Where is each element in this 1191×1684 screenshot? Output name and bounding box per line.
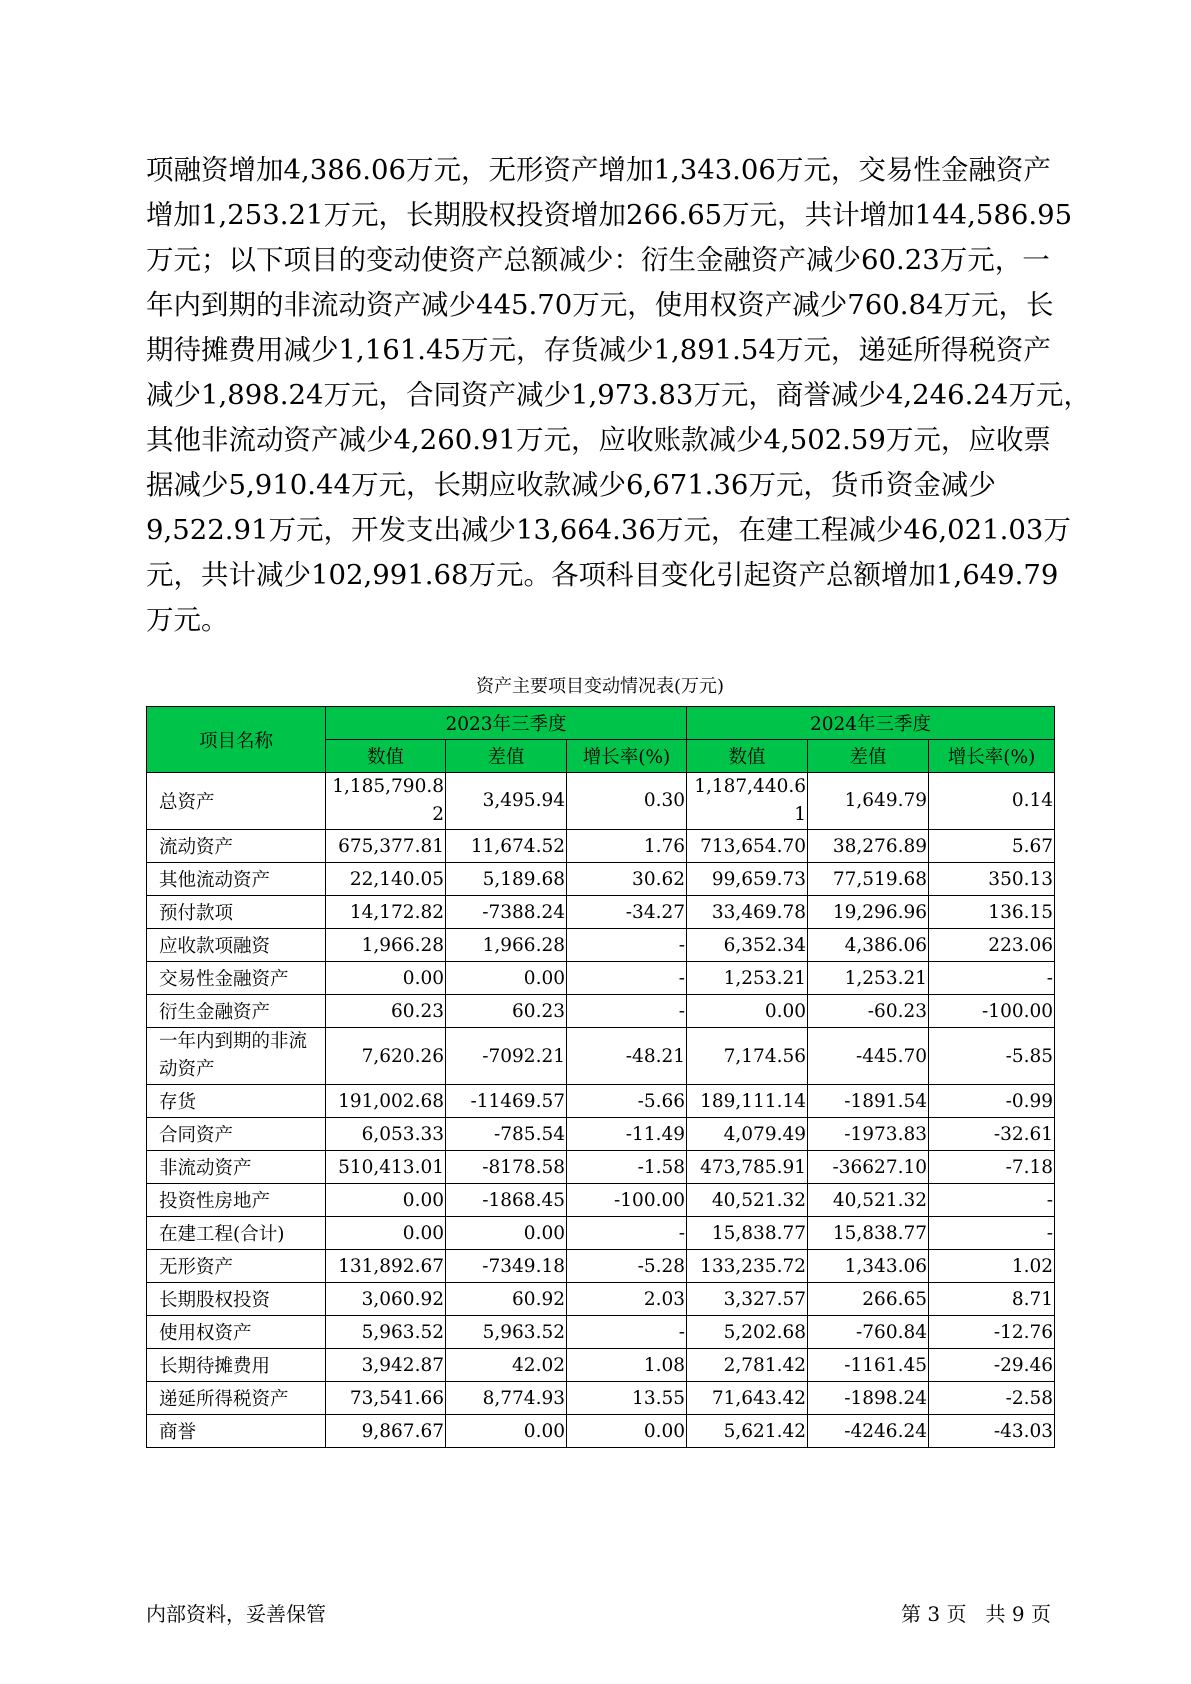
cell-v24: 3,327.57 [687, 1283, 808, 1316]
cell-r24: -5.85 [929, 1028, 1055, 1085]
cell-v24: 7,174.56 [687, 1028, 808, 1085]
cell-d24: -4246.24 [808, 1415, 929, 1448]
row-item-name: 存货 [147, 1085, 326, 1118]
table-row [147, 1151, 1055, 1184]
table-row [147, 1085, 1055, 1118]
cell-v23: 14,172.82 [326, 896, 446, 929]
cell-v23: 191,002.68 [326, 1085, 446, 1118]
table-row [147, 1283, 1055, 1316]
row-item-name: 一年内到期的非流动资产 [147, 1028, 326, 1085]
table-row [147, 1217, 1055, 1250]
cell-v24: 0.00 [687, 995, 808, 1028]
table-row [147, 929, 1055, 962]
cell-r23: - [567, 995, 687, 1028]
cell-v24: 1,187,440.61 [687, 773, 808, 830]
table-row [147, 1118, 1055, 1151]
row-item-name: 无形资产 [147, 1250, 326, 1283]
cell-d23: -7092.21 [446, 1028, 567, 1085]
cell-d23: -8178.58 [446, 1151, 567, 1184]
cell-v24: 5,621.42 [687, 1415, 808, 1448]
cell-d23: 60.23 [446, 995, 567, 1028]
cell-d24: 266.65 [808, 1283, 929, 1316]
cell-v24: 133,235.72 [687, 1250, 808, 1283]
cell-r24: - [929, 1184, 1055, 1217]
paragraph-line: 年内到期的非流动资产减少445.70万元，使用权资产减少760.84万元，长 [146, 289, 1054, 321]
cell-v23: 60.23 [326, 995, 446, 1028]
cell-d24: -60.23 [808, 995, 929, 1028]
cell-d23: -785.54 [446, 1118, 567, 1151]
cell-r23: -48.21 [567, 1028, 687, 1085]
paragraph-line: 万元。 [146, 604, 229, 636]
cell-d23: 8,774.93 [446, 1382, 567, 1415]
paragraph-line: 期待摊费用减少1,161.45万元，存货减少1,891.54万元，递延所得税资产 [146, 334, 1051, 366]
cell-v24: 15,838.77 [687, 1217, 808, 1250]
row-item-name: 应收款项融资 [147, 929, 326, 962]
row-item-name: 在建工程(合计) [147, 1217, 326, 1250]
cell-r24: -32.61 [929, 1118, 1055, 1151]
cell-v23: 73,541.66 [326, 1382, 446, 1415]
row-item-name: 使用权资产 [147, 1316, 326, 1349]
asset-change-table [146, 706, 1055, 1448]
row-item-name: 非流动资产 [147, 1151, 326, 1184]
cell-d24: -36627.10 [808, 1151, 929, 1184]
cell-v24: 1,253.21 [687, 962, 808, 995]
header-period-2024: 2024年三季度 [687, 707, 1055, 740]
cell-r24: 350.13 [929, 863, 1055, 896]
cell-d23: 1,966.28 [446, 929, 567, 962]
row-item-name: 衍生金融资产 [147, 995, 326, 1028]
cell-d24: 19,296.96 [808, 896, 929, 929]
cell-v23: 510,413.01 [326, 1151, 446, 1184]
table-row [147, 1349, 1055, 1382]
header-period-2023: 2023年三季度 [326, 707, 687, 740]
cell-d23: 5,189.68 [446, 863, 567, 896]
paragraph-line: 9,522.91万元，开发支出减少13,664.36万元，在建工程减少46,021.03万 [146, 514, 1071, 546]
table-row [147, 1028, 1055, 1085]
cell-d24: -1973.83 [808, 1118, 929, 1151]
paragraph-line: 减少1,898.24万元，合同资产减少1,973.83万元，商誉减少4,246.24万元， [146, 379, 1091, 411]
cell-d24: -1161.45 [808, 1349, 929, 1382]
cell-d23: 0.00 [446, 962, 567, 995]
cell-d23: 60.92 [446, 1283, 567, 1316]
cell-r24: 5.67 [929, 830, 1055, 863]
cell-r23: 13.55 [567, 1382, 687, 1415]
cell-v23: 1,966.28 [326, 929, 446, 962]
cell-r23: - [567, 1316, 687, 1349]
cell-r24: -2.58 [929, 1382, 1055, 1415]
cell-d23: -11469.57 [446, 1085, 567, 1118]
cell-d24: 15,838.77 [808, 1217, 929, 1250]
table-caption: 资产主要项目变动情况表(万元) [475, 676, 725, 697]
body-paragraph [146, 148, 1091, 643]
cell-v24: 71,643.42 [687, 1382, 808, 1415]
cell-v23: 675,377.81 [326, 830, 446, 863]
cell-r23: -11.49 [567, 1118, 687, 1151]
cell-r23: -34.27 [567, 896, 687, 929]
cell-r24: -29.46 [929, 1349, 1055, 1382]
cell-r23: -1.58 [567, 1151, 687, 1184]
cell-d23: -7388.24 [446, 896, 567, 929]
header-item-name: 项目名称 [147, 707, 326, 773]
cell-d23: -1868.45 [446, 1184, 567, 1217]
cell-r23: 30.62 [567, 863, 687, 896]
cell-r24: - [929, 1217, 1055, 1250]
paragraph-line: 增加1,253.21万元，长期股权投资增加266.65万元，共计增加144,586.95 [146, 199, 1073, 231]
cell-d24: -1891.54 [808, 1085, 929, 1118]
cell-v24: 473,785.91 [687, 1151, 808, 1184]
cell-v23: 9,867.67 [326, 1415, 446, 1448]
cell-r24: -12.76 [929, 1316, 1055, 1349]
row-item-name: 长期待摊费用 [147, 1349, 326, 1382]
cell-d24: 38,276.89 [808, 830, 929, 863]
paragraph-line: 据减少5,910.44万元，长期应收款减少6,671.36万元，货币资金减少 [146, 469, 996, 501]
row-item-name: 总资产 [147, 773, 326, 830]
footer-page-number [901, 1598, 1051, 1627]
cell-r24: -43.03 [929, 1415, 1055, 1448]
row-item-name: 其他流动资产 [147, 863, 326, 896]
cell-d23: 0.00 [446, 1415, 567, 1448]
cell-r24: -0.99 [929, 1085, 1055, 1118]
cell-r24: -7.18 [929, 1151, 1055, 1184]
cell-v23: 0.00 [326, 1217, 446, 1250]
header-diff-2024: 差值 [808, 740, 929, 773]
cell-d24: 1,253.21 [808, 962, 929, 995]
cell-r23: -100.00 [567, 1184, 687, 1217]
cell-v23: 7,620.26 [326, 1028, 446, 1085]
header-rate-2023: 增长率(%) [567, 740, 687, 773]
cell-r23: -5.28 [567, 1250, 687, 1283]
cell-r24: 8.71 [929, 1283, 1055, 1316]
cell-v23: 5,963.52 [326, 1316, 446, 1349]
table-row [147, 896, 1055, 929]
row-item-name: 合同资产 [147, 1118, 326, 1151]
header-rate-2024: 增长率(%) [929, 740, 1055, 773]
table-row [147, 773, 1055, 830]
cell-r23: 0.30 [567, 773, 687, 830]
cell-d23: 42.02 [446, 1349, 567, 1382]
row-item-name: 商誉 [147, 1415, 326, 1448]
cell-v24: 40,521.32 [687, 1184, 808, 1217]
cell-v24: 713,654.70 [687, 830, 808, 863]
cell-r23: - [567, 1217, 687, 1250]
cell-d24: 4,386.06 [808, 929, 929, 962]
cell-v23: 3,060.92 [326, 1283, 446, 1316]
cell-d24: -1898.24 [808, 1382, 929, 1415]
row-item-name: 长期股权投资 [147, 1283, 326, 1316]
cell-r23: -5.66 [567, 1085, 687, 1118]
header-value-2023: 数值 [326, 740, 446, 773]
footer-confidential: 内部资料，妥善保管 [146, 1602, 326, 1626]
cell-r24: -100.00 [929, 995, 1055, 1028]
cell-r24: 1.02 [929, 1250, 1055, 1283]
cell-v24: 4,079.49 [687, 1118, 808, 1151]
cell-r23: - [567, 962, 687, 995]
cell-r23: 1.76 [567, 830, 687, 863]
cell-v23: 3,942.87 [326, 1349, 446, 1382]
cell-v24: 99,659.73 [687, 863, 808, 896]
cell-r23: 0.00 [567, 1415, 687, 1448]
table-row [147, 962, 1055, 995]
cell-r24: 0.14 [929, 773, 1055, 830]
row-item-name: 流动资产 [147, 830, 326, 863]
cell-r24: 136.15 [929, 896, 1055, 929]
cell-d24: -445.70 [808, 1028, 929, 1085]
cell-v23: 1,185,790.82 [326, 773, 446, 830]
cell-d24: 40,521.32 [808, 1184, 929, 1217]
cell-v23: 22,140.05 [326, 863, 446, 896]
table-row [147, 1250, 1055, 1283]
header-value-2024: 数值 [687, 740, 808, 773]
cell-v24: 6,352.34 [687, 929, 808, 962]
cell-d24: -760.84 [808, 1316, 929, 1349]
cell-d24: 1,649.79 [808, 773, 929, 830]
cell-d23: -7349.18 [446, 1250, 567, 1283]
paragraph-line: 万元；以下项目的变动使资产总额减少：衍生金融资产减少60.23万元，一 [146, 244, 1050, 276]
cell-d23: 0.00 [446, 1217, 567, 1250]
row-item-name: 投资性房地产 [147, 1184, 326, 1217]
row-item-name: 交易性金融资产 [147, 962, 326, 995]
cell-v24: 5,202.68 [687, 1316, 808, 1349]
paragraph-line: 其他非流动资产减少4,260.91万元，应收账款减少4,502.59万元，应收票 [146, 424, 1051, 456]
table-row [147, 863, 1055, 896]
table-row [147, 1415, 1055, 1448]
paragraph-line: 项融资增加4,386.06万元，无形资产增加1,343.06万元，交易性金融资产 [146, 154, 1051, 186]
cell-v24: 2,781.42 [687, 1349, 808, 1382]
table-row [147, 995, 1055, 1028]
cell-d24: 1,343.06 [808, 1250, 929, 1283]
table-row [147, 830, 1055, 863]
cell-v23: 131,892.67 [326, 1250, 446, 1283]
cell-v24: 189,111.14 [687, 1085, 808, 1118]
footer-page-text: 第 3 页 共 9 页 [901, 1602, 1051, 1626]
cell-d23: 11,674.52 [446, 830, 567, 863]
cell-r23: - [567, 929, 687, 962]
table-row [147, 1316, 1055, 1349]
cell-r24: 223.06 [929, 929, 1055, 962]
table-row [147, 1382, 1055, 1415]
table-row [147, 1184, 1055, 1217]
cell-r23: 1.08 [567, 1349, 687, 1382]
cell-v23: 0.00 [326, 1184, 446, 1217]
row-item-name: 递延所得税资产 [147, 1382, 326, 1415]
cell-v23: 0.00 [326, 962, 446, 995]
paragraph-line: 元，共计减少102,991.68万元。各项科目变化引起资产总额增加1,649.79 [146, 559, 1059, 591]
cell-r24: - [929, 962, 1055, 995]
cell-d23: 5,963.52 [446, 1316, 567, 1349]
row-item-name: 预付款项 [147, 896, 326, 929]
cell-d24: 77,519.68 [808, 863, 929, 896]
cell-r23: 2.03 [567, 1283, 687, 1316]
header-diff-2023: 差值 [446, 740, 567, 773]
cell-v24: 33,469.78 [687, 896, 808, 929]
cell-v23: 6,053.33 [326, 1118, 446, 1151]
cell-d23: 3,495.94 [446, 773, 567, 830]
